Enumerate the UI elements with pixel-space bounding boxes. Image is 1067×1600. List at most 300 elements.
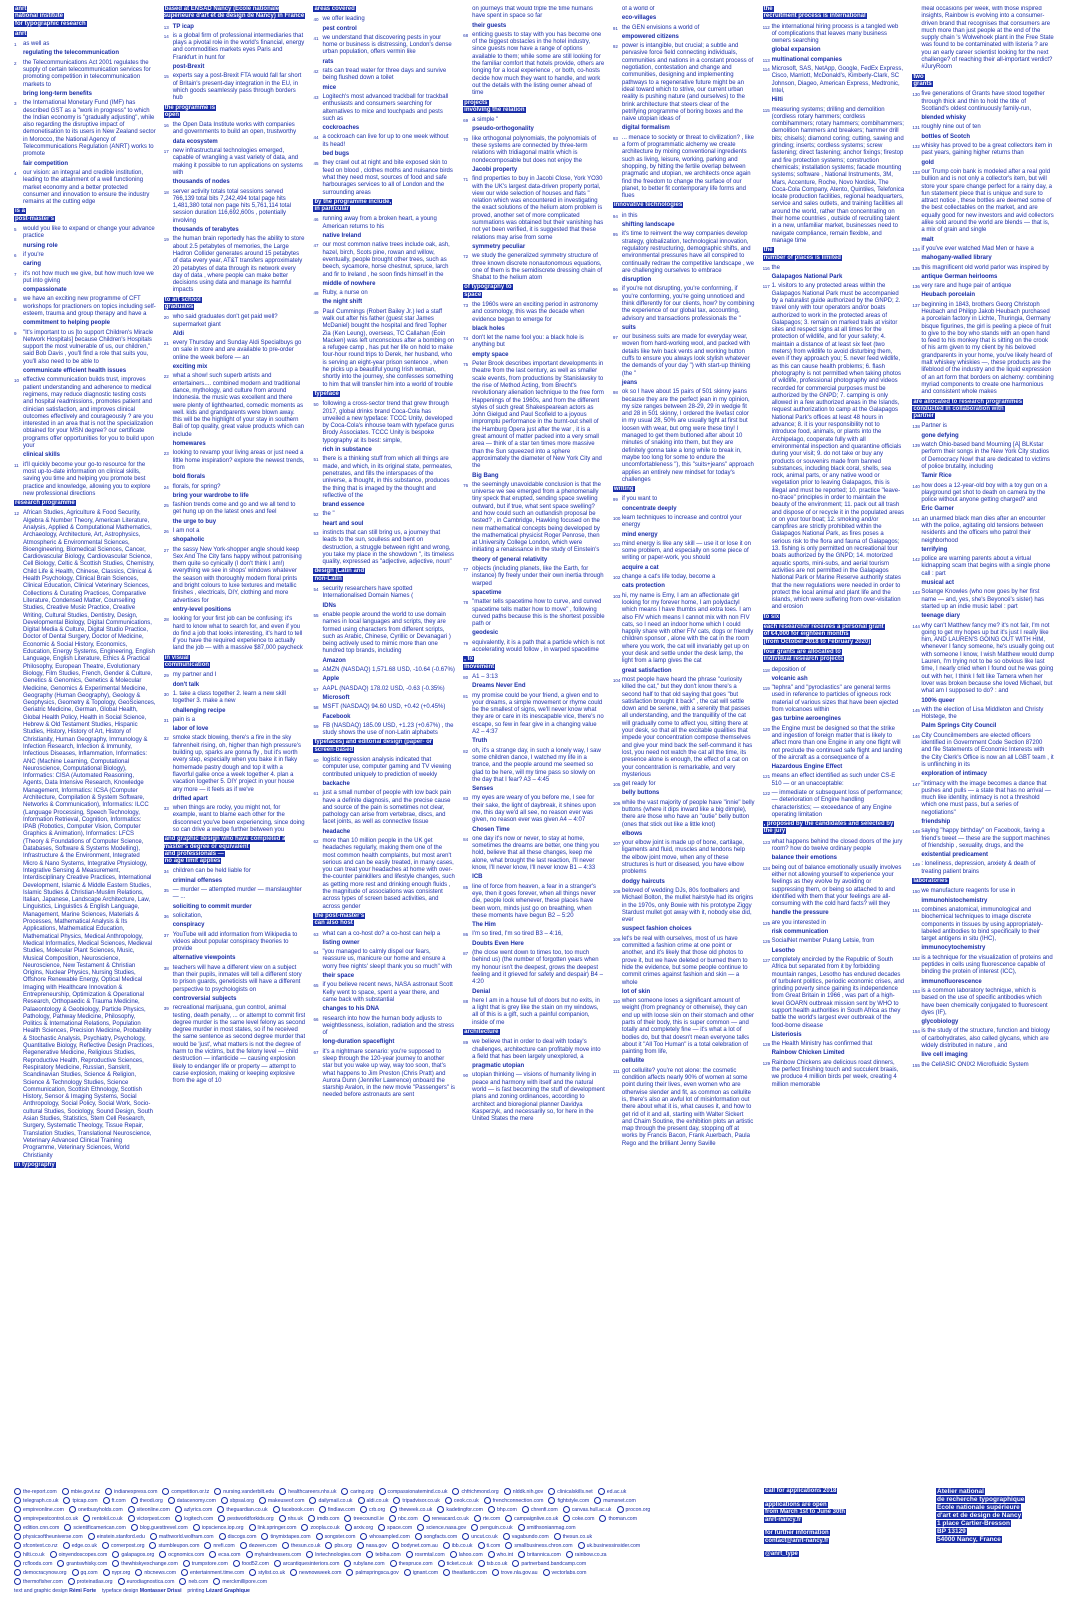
source-link[interactable]: merckmillipore.com — [222, 1579, 268, 1585]
source-link[interactable]: ignant.com — [412, 1570, 439, 1576]
source-link[interactable]: mathworld.wolfram.com — [158, 1534, 214, 1540]
bullet-icon — [548, 1497, 555, 1504]
footnote-number: 63 — [313, 931, 319, 937]
source-link[interactable]: arcantiquesinteriors.com — [282, 1561, 340, 1567]
entry-text — [173, 484, 306, 491]
source-link[interactable]: scientificamerican.com — [73, 1525, 126, 1531]
source-link[interactable]: theatlantic.com — [452, 1570, 487, 1576]
entry-text — [472, 998, 605, 1027]
entry-text — [472, 795, 605, 824]
keyword-line — [921, 115, 1054, 122]
source-link[interactable]: onetbusyholds.com — [77, 1507, 123, 1513]
source-link[interactable]: ti.com — [486, 1543, 501, 1549]
source-link[interactable]: thesun.co.uk — [291, 1543, 321, 1549]
entry-text — [322, 530, 455, 566]
list-item — [912, 907, 1054, 943]
keyword-line — [772, 1050, 905, 1057]
source-link[interactable]: gq.com — [80, 1570, 98, 1576]
entry-text — [921, 516, 1054, 545]
entry-text — [173, 932, 306, 954]
list-item — [912, 898, 1054, 905]
source-link[interactable]: penguin.co.uk — [480, 1525, 513, 1531]
keyword: pragmatic utopian — [472, 1063, 525, 1070]
section-heading — [763, 624, 905, 646]
keyword-line — [173, 682, 306, 689]
source-link[interactable]: arxiv.org — [353, 1525, 374, 1531]
list-item — [912, 623, 1054, 696]
source-link[interactable]: sfcontext.co.nz — [23, 1543, 58, 1549]
source-link[interactable]: trumpstore.com — [191, 1561, 228, 1567]
entry-text — [921, 955, 1054, 977]
source-link[interactable]: compassionatemind.co.uk — [387, 1489, 448, 1495]
list-item — [613, 6, 755, 13]
list-item — [912, 442, 1054, 471]
footnote-number — [613, 15, 622, 22]
source-link[interactable]: fightstyle.com — [557, 1498, 590, 1504]
source-link[interactable]: rainbow.co.za — [574, 1552, 607, 1558]
source-link[interactable]: lnrtechnologies.com — [315, 1552, 362, 1558]
source-link[interactable]: tebiha.com — [375, 1552, 401, 1558]
source-link[interactable]: lahoo.com — [458, 1552, 483, 1558]
source-link[interactable]: rentokil.co.uk — [92, 1516, 123, 1522]
list-item — [14, 50, 156, 57]
source-link[interactable]: thespruce.com — [398, 1561, 433, 1567]
footnote-number: 93 — [612, 135, 618, 141]
source-link[interactable]: ceok.co.uk — [453, 1498, 479, 1504]
footnote-number — [14, 243, 23, 250]
keyword: bed bugs — [322, 151, 350, 158]
source-link[interactable]: findlaw.com — [327, 1507, 356, 1513]
source-link[interactable]: rosrmtal.com — [414, 1552, 445, 1558]
keyword: Tamir Rice — [921, 473, 952, 480]
source-link[interactable]: bodynet.com.au — [400, 1543, 438, 1549]
source-link[interactable]: clinicalskills.net — [557, 1489, 593, 1495]
source-link[interactable]: britannica.com — [527, 1552, 561, 1558]
source-link[interactable]: nhs.uk — [287, 1516, 303, 1522]
heading-line: the — [763, 247, 773, 254]
footnote-number — [313, 447, 322, 454]
list-item — [613, 790, 755, 797]
source-link[interactable]: who.int — [496, 1552, 514, 1558]
source-link[interactable]: tsb.co.uk — [486, 1561, 508, 1567]
source-link[interactable]: galapagos.org — [121, 1552, 155, 1558]
heading-line: is a — [15, 208, 26, 215]
source-link[interactable]: tinymixtapes.com — [270, 1534, 311, 1540]
footnote-number — [613, 325, 622, 332]
entry-text — [173, 189, 306, 225]
body-text: a simple " — [472, 117, 499, 124]
footnote-number — [14, 261, 23, 268]
body-text: the Telecommunications Act 2001 regulates the supply of certain telecommunication services for promoting competition in telecommunication markets to — [23, 59, 151, 88]
source-link[interactable]: imdb.com — [316, 1516, 340, 1522]
list-item — [613, 989, 755, 996]
list-item — [912, 1019, 1054, 1026]
list-item — [912, 302, 1054, 397]
list-item — [14, 252, 156, 259]
source-link[interactable]: empirepestcontrol.co.uk — [23, 1516, 79, 1522]
footnote-number: 89 — [463, 1040, 469, 1046]
source-link[interactable]: reneacard.co.uk — [431, 1516, 469, 1522]
list-item — [164, 996, 306, 1003]
list-item — [912, 292, 1054, 299]
keyword: soliciting to commit murder — [172, 903, 252, 910]
source-link[interactable]: songster.com — [324, 1534, 356, 1540]
source-link[interactable]: entertainment.time.com — [190, 1570, 245, 1576]
source-row — [14, 1524, 749, 1533]
keyword-line — [173, 331, 306, 338]
list-item — [164, 616, 306, 652]
list-item — [912, 91, 1054, 113]
footnote-number — [164, 607, 173, 614]
source-link[interactable]: hilti.co.uk — [23, 1552, 45, 1558]
source-link[interactable]: siteonline.com — [136, 1507, 170, 1513]
source-link[interactable]: grantswhisky.com — [66, 1561, 108, 1567]
footnote-number — [763, 47, 772, 54]
bullet-icon — [358, 1497, 365, 1504]
keyword: pseudo-orthogonality — [472, 126, 534, 133]
source-link[interactable]: vagabundo.com — [511, 1534, 549, 1540]
source-row — [14, 1569, 749, 1578]
source-link[interactable]: tripadvisor.co.uk — [402, 1498, 440, 1504]
source-link[interactable]: caring.org — [350, 1489, 374, 1495]
source-link[interactable]: sbpsal.org — [229, 1498, 254, 1504]
source-link[interactable]: frenchconnection.com — [492, 1498, 544, 1504]
footnote-number: 60 — [313, 758, 319, 764]
keyword-line — [472, 326, 605, 333]
source-link[interactable]: pestworldforkids.org — [227, 1516, 274, 1522]
footnote-number: 65 — [313, 983, 319, 989]
bullet-icon — [259, 1497, 266, 1504]
entry-text — [472, 361, 605, 470]
entry-text — [772, 726, 905, 762]
bullet-icon — [214, 1488, 221, 1495]
source-link[interactable]: thewhiskyexchange.com — [121, 1561, 178, 1567]
keyword: dodgy haircuts — [621, 878, 665, 885]
bullet-icon — [452, 1488, 459, 1495]
footnote-number: 7 — [14, 271, 17, 277]
source-link[interactable]: the-report.com — [23, 1489, 57, 1495]
source-link[interactable]: food52.com — [241, 1561, 269, 1567]
source-link[interactable]: iopscience.iop.org — [201, 1525, 244, 1531]
source-link[interactable]: facebook.com — [281, 1507, 314, 1513]
source-link[interactable]: theguardian.co.uk — [226, 1507, 268, 1513]
list-item — [763, 97, 905, 104]
source-link[interactable]: mumsnet.com — [603, 1498, 636, 1504]
list-item — [313, 94, 455, 123]
footnote-number — [763, 764, 772, 771]
footnote-number: 37 — [163, 932, 169, 938]
source-link[interactable]: ibb.co.uk — [451, 1543, 473, 1549]
bullet-icon — [325, 1542, 332, 1549]
list-item — [164, 502, 306, 517]
list-item — [14, 452, 156, 459]
heading-line: can also host — [314, 920, 353, 927]
list-item — [313, 68, 455, 83]
source-link[interactable]: einstein.stanford.edu — [96, 1534, 145, 1540]
heading-line: four grants are allocated to — [763, 648, 841, 655]
source-link[interactable]: ecsa.com — [218, 1552, 241, 1558]
source-link[interactable]: rte.com — [482, 1516, 501, 1522]
twitter-handle[interactable]: @anrt_type — [765, 1551, 798, 1557]
keyword: Galapagos National Park — [771, 274, 843, 281]
heading-line: no age limit applies — [164, 858, 221, 865]
keyword-line — [322, 26, 455, 33]
source-link[interactable]: rubylane.com — [353, 1561, 385, 1567]
entry-text — [622, 334, 755, 378]
footnote-number — [463, 922, 472, 929]
section-heading — [164, 105, 306, 120]
list-item — [613, 325, 755, 332]
source-link[interactable]: victorpest.com — [136, 1516, 171, 1522]
body-text: my eyes are weary of you before me, I see for their sake, the light of daybreak, it shines upon me, this day we'd all see, no reason ever was given, no reason ever was given A4 – 4:07 — [472, 795, 596, 824]
source-link[interactable]: tpicap.com — [72, 1498, 98, 1504]
list-item — [164, 726, 306, 733]
source-link[interactable]: healthcareers.nhs.uk — [288, 1489, 337, 1495]
source-link[interactable]: bhp.com — [496, 1507, 517, 1513]
source-link[interactable]: palmspringsca.gov — [355, 1570, 399, 1576]
list-item — [164, 139, 306, 146]
entry-text — [322, 586, 455, 601]
source-link[interactable]: stumbleupon.com — [158, 1543, 200, 1549]
body-text: beloved of wedding DJs, 80s footballers and Michael Bolton, the mullet hairstyle had its origins in the 1970s, only Bowie with his prototype Ziggy Stardust mullet got away with it, nobody else did, ever — [621, 887, 754, 924]
body-text: the " — [322, 511, 335, 518]
footnote-number — [912, 945, 921, 952]
source-link[interactable]: indianexpress.com — [114, 1489, 158, 1495]
entry-text — [23, 41, 156, 48]
keyword: rich in substance — [322, 447, 372, 454]
source-link[interactable]: democracynow.org — [23, 1570, 67, 1576]
footnote-number: 113 — [762, 57, 770, 63]
source-link[interactable]: neb.com — [188, 1579, 209, 1585]
body-text: Ruby, a nurse on — [322, 290, 368, 297]
list-item — [463, 302, 605, 324]
source-link[interactable]: dailymail.co.uk — [318, 1498, 353, 1504]
source-link[interactable]: songfacts.com — [423, 1534, 458, 1540]
bullet-icon — [478, 1542, 485, 1549]
entry-text — [921, 861, 1054, 876]
source-link[interactable]: empireonline.com — [23, 1507, 64, 1513]
keyword-line — [23, 261, 156, 268]
source-link[interactable]: crb.org — [369, 1507, 386, 1513]
footnote-number: 101 — [612, 541, 621, 547]
footnote-number: 20 — [163, 315, 169, 321]
footnote-number — [763, 676, 772, 683]
list-item — [763, 1032, 905, 1039]
source-link[interactable]: ed.ac.uk — [606, 1489, 627, 1495]
footnote-number — [613, 34, 622, 41]
footnote-number — [613, 583, 622, 590]
source-link[interactable]: proteinatlas.org — [76, 1579, 113, 1585]
source-link[interactable]: physicsoftheuniverse.com — [23, 1534, 83, 1540]
source-link[interactable]: stylist.co.uk — [258, 1570, 286, 1576]
footnote-number: 34 — [163, 869, 169, 875]
list-item — [313, 151, 455, 158]
source-link[interactable]: trove.nla.gov.au — [500, 1570, 538, 1576]
source-link[interactable]: datacenomy.com — [176, 1498, 216, 1504]
body-text: the human brain reportedly has the ability to store about 2.5 petabytes of memories, the Large Hadron Collider generates around 15 petabytes of data every year, AT&T transfers approximately 20 petabytes of data through its network every day of data , where people can make better decisions using data and manage its harmful impacts — [172, 236, 305, 294]
source-link[interactable]: canvas.hull.ac.uk — [571, 1507, 612, 1513]
footnote-number — [164, 493, 173, 500]
entry-text — [472, 674, 605, 681]
entry-text — [772, 790, 905, 819]
bullet-icon — [478, 1560, 485, 1567]
heading-line: based at ENSAD Nancy (École nationale supérieure d'art et de design de Nancy) in France — [163, 6, 305, 20]
source-link[interactable]: eurodiagnostica.com — [126, 1579, 175, 1585]
source-link[interactable]: ticket.co.uk — [446, 1561, 473, 1567]
source-link[interactable]: space.com — [387, 1525, 413, 1531]
cta-contact-email[interactable]: contact@anrt-nancy.fr — [765, 1537, 829, 1544]
source-link[interactable]: azlyrics.com — [183, 1507, 213, 1513]
source-link[interactable]: nbc.com — [398, 1516, 418, 1522]
source-link[interactable]: cornerpost.org — [111, 1543, 145, 1549]
keyword-line — [622, 565, 755, 572]
source-link[interactable]: chrenfi.com — [530, 1507, 558, 1513]
source-link[interactable]: nrefi.com — [213, 1543, 235, 1549]
footnote-number — [313, 781, 322, 788]
bullet-icon — [346, 1569, 353, 1576]
source-link[interactable]: zoopla.co.uk — [310, 1525, 340, 1531]
list-item — [463, 482, 605, 555]
source-link[interactable]: pbs.org — [334, 1543, 352, 1549]
list-item — [912, 160, 1054, 167]
cta-website-link[interactable]: anrt-nancy.fr — [765, 1516, 802, 1523]
section-heading — [613, 486, 755, 493]
footnote-number: 28 — [163, 617, 169, 623]
footnote-number: 13 — [163, 24, 169, 30]
entry-text — [772, 283, 905, 611]
source-link[interactable]: telegraph.co.uk — [23, 1498, 59, 1504]
source-link[interactable]: newnowweek.com — [299, 1570, 342, 1576]
footnote-number: 52 — [313, 512, 319, 518]
source-link[interactable]: chfrichmond.org — [461, 1489, 499, 1495]
source-link[interactable]: partnerband.bandcamp.com — [521, 1561, 587, 1567]
list-item — [463, 566, 605, 588]
keyword: commitment to helping people — [23, 320, 111, 327]
list-item — [463, 795, 605, 824]
list-item — [313, 757, 455, 779]
footnote-number: 59 — [313, 723, 319, 729]
list-item — [912, 945, 1054, 952]
source-link[interactable]: thermofisher.com — [23, 1579, 63, 1585]
body-text: Peter Brook describes important developments in theatre from the last century, as well as smaller scale events, from productions by Stanislavsky to the rise of Method Acting, from Brecht's revolutionary alienation technique to the free form Happenings of the 1960s, and from the different styles of such great Shakespearean actors as John Gielgud and Paul Scofield to a joyous impromptu performance in the burnt-out shell of the Hamburg Opera just after the war , it is a great amount of matter packed into a very small area — think of a star ten times more massive than the Sun squeezed into a sphere approximately the diameter of New York City and the — [472, 361, 604, 470]
bullet-icon — [62, 1488, 69, 1495]
source-link[interactable]: ocgnomics.com — [168, 1552, 205, 1558]
entry-text — [622, 43, 755, 123]
keyword: ICB — [472, 874, 483, 881]
keyword-line — [322, 233, 455, 240]
source-link[interactable]: myhairdressers.com — [254, 1552, 302, 1558]
list-item — [164, 441, 306, 448]
entry-text — [23, 226, 156, 241]
list-item — [313, 603, 455, 610]
source-link[interactable]: link.springer.com — [257, 1525, 297, 1531]
source-link[interactable]: edition.cnn.com — [23, 1525, 60, 1531]
source-link[interactable]: campaignlive.co.uk — [514, 1516, 559, 1522]
footnote-number — [463, 786, 472, 793]
list-item — [164, 24, 306, 31]
body-text: this magnificent old world parlor was inspired by — [921, 264, 1049, 271]
footnote-number — [14, 91, 23, 98]
source-link[interactable]: smallbusiness.chron.com — [514, 1543, 573, 1549]
source-link[interactable]: smithsonianmag.com — [526, 1525, 576, 1531]
list-item — [613, 888, 755, 924]
source-link[interactable]: aldi.co.uk — [366, 1498, 389, 1504]
footnote-number — [613, 6, 622, 13]
source-link[interactable]: theodi.org — [139, 1498, 163, 1504]
bullet-icon — [233, 1560, 240, 1567]
source-link[interactable]: nypr.org — [111, 1570, 131, 1576]
source-link[interactable]: competition.or.tz — [171, 1489, 210, 1495]
source-link[interactable]: uk.businessinsider.com — [586, 1543, 641, 1549]
source-link[interactable]: nursing.vanderbilt.edu — [223, 1489, 275, 1495]
footnote-number: 103 — [612, 593, 621, 599]
heading-line: national institute — [15, 13, 63, 20]
list-item — [313, 521, 455, 528]
source-link[interactable]: rcfloods.com — [23, 1561, 53, 1567]
list-item — [313, 723, 455, 738]
entry-text — [921, 124, 1054, 131]
keyword-line — [622, 15, 755, 22]
source-link[interactable]: oinyendoscopes.com — [58, 1552, 108, 1558]
source-link[interactable]: ft.com — [111, 1498, 126, 1504]
entry-text — [622, 677, 755, 779]
entry-text — [622, 286, 755, 322]
source-row — [14, 1560, 749, 1569]
source-link[interactable]: nbcnews.com — [144, 1570, 177, 1576]
keyword: Palm Springs City Council — [921, 723, 997, 730]
source-link[interactable]: discogs.com — [227, 1534, 257, 1540]
source-link[interactable]: dezeen.com — [248, 1543, 278, 1549]
source-link[interactable]: vectorlabs.com — [551, 1570, 587, 1576]
source-link[interactable]: treecouncil.ie — [353, 1516, 385, 1522]
keyword-line — [322, 85, 455, 92]
keyword-line — [173, 474, 306, 481]
source-link[interactable]: whosampled.com — [369, 1534, 410, 1540]
source-link[interactable]: makeuseof.com — [267, 1498, 305, 1504]
source-link[interactable]: logitech.com — [184, 1516, 214, 1522]
source-link[interactable]: uncut.co.uk — [471, 1534, 498, 1540]
list-item — [463, 23, 605, 30]
source-link[interactable]: edge.co.uk — [71, 1543, 97, 1549]
list-item — [463, 473, 605, 480]
entry-text — [622, 541, 755, 563]
source-link[interactable]: procon.org — [625, 1507, 651, 1513]
list-item — [313, 667, 455, 674]
list-item — [164, 314, 306, 329]
source-link[interactable]: science.nasa.gov — [426, 1525, 467, 1531]
source-link[interactable]: theweek.co.uk — [399, 1507, 433, 1513]
source-link[interactable]: coke.com — [572, 1516, 595, 1522]
source-link[interactable]: thoman.com — [608, 1516, 638, 1522]
footnote-number: 62 — [313, 838, 319, 844]
heading-line: communication — [164, 662, 210, 669]
source-link[interactable]: blog.guesttrevel.com — [139, 1525, 188, 1531]
source-link[interactable]: nasa.gov — [365, 1543, 387, 1549]
source-link[interactable]: mbie.govt.nz — [70, 1489, 101, 1495]
list-item — [164, 450, 306, 472]
body-text: A1 – 3:13 — [472, 673, 498, 680]
source-link[interactable]: kadetingfor.com — [446, 1507, 483, 1513]
list-item — [14, 320, 156, 327]
list-item — [164, 122, 306, 137]
source-link[interactable]: nlddk.nih.gov — [512, 1489, 544, 1495]
source-link[interactable]: thesun.co.uk — [562, 1534, 593, 1540]
bullet-icon — [341, 1488, 348, 1495]
list-item — [763, 726, 905, 762]
list-item — [763, 685, 905, 714]
body-text: City Councilmembers are elected officers identified in Government Code Section 87200 and file Statements of Economic Interests with the City Clerk's Office is now an all LGBT team , it is unflinching in its — [921, 732, 1054, 768]
body-text: change a cat's life today, become a — [621, 574, 716, 581]
